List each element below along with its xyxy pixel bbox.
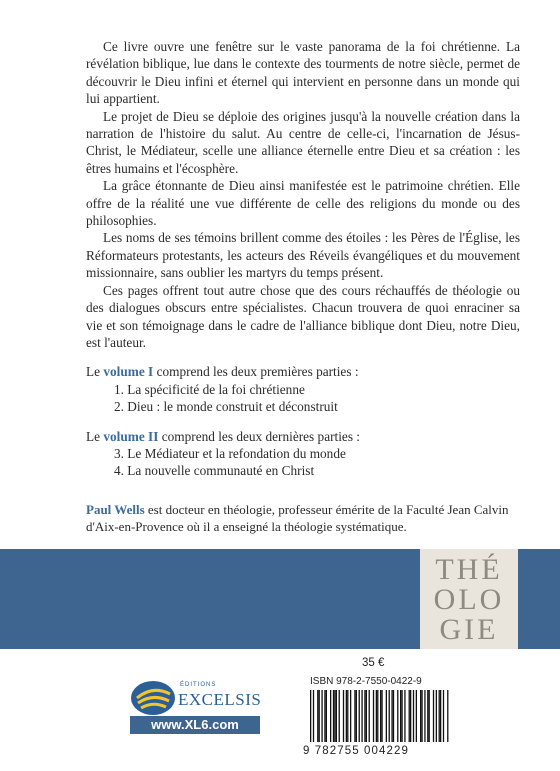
- author-name: Paul Wells: [86, 502, 145, 517]
- author-bio: [86, 501, 516, 535]
- volume-one-name: volume I: [103, 364, 154, 380]
- description-paragraph: Ces pages offrent tout autre chose que des cours réchauffés de théologie ou des dialogues obscurs entre spécialistes. Chacun trouvera de quoi enraciner sa vie et son témoignage dans le cadre de l'alliance biblique dont Dieu, notre Dieu, est l'auteur.: [86, 282, 520, 350]
- series-logo-line: OLO: [433, 583, 505, 616]
- series-logo: [420, 549, 518, 649]
- barcode-number: 9 782755 004229: [303, 745, 410, 757]
- series-logo-line: GIE: [439, 613, 499, 646]
- description-paragraph: Ce livre ouvre une fenêtre sur le vaste panorama de la foi chrétienne. La révélation biblique, lue dans le contexte des tourments de notre siècle, permet de découvrir le Dieu infini et éternel qui intervient en personne dans un monde qui lui appartient.: [86, 39, 520, 107]
- publisher-website: www.XL6.com: [130, 716, 260, 734]
- price: 35 €: [362, 657, 385, 669]
- list-item: 3. Le Médiateur et la refondation du monde: [114, 445, 346, 461]
- volume-one-section: [86, 363, 520, 415]
- list-item: 4. La nouvelle communauté en Christ: [114, 463, 315, 479]
- series-logo-line: THÉ: [435, 553, 503, 586]
- volume-two-heading: Le volume II comprend les deux dernières parties :: [86, 428, 361, 444]
- volume-one-heading: Le volume I comprend les deux premières parties :: [86, 364, 359, 380]
- publisher-emblem-icon: [130, 679, 176, 717]
- description-paragraph: Les noms de ses témoins brillent comme des étoiles : les Pères de l'Église, les Réformateurs protestants, les acteurs des Réveils évangéliques et du mouvement missionnaire, sans oublier les martyrs du temps présent.: [86, 230, 520, 281]
- list-item: 1. La spécificité de la foi chrétienne: [114, 381, 305, 397]
- back-cover-description: [86, 38, 520, 480]
- volume-two-parts: [86, 445, 520, 480]
- publisher-logo: [130, 679, 270, 719]
- publisher-name: EXCELSIS: [178, 690, 262, 709]
- volume-two-section: [86, 428, 520, 480]
- volume-one-parts: [86, 381, 520, 416]
- description-paragraph: La grâce étonnante de Dieu ainsi manifestée est le patrimoine chrétien. Elle offre de la réalité une vue différente de celle des religions du monde ou des philosophies.: [86, 178, 520, 229]
- isbn: ISBN 978-2-7550-0422-9: [310, 676, 422, 687]
- description-paragraph: Le projet de Dieu se déploie des origines jusqu'à la nouvelle création dans la narration de l'histoire du salut. Au centre de celle-ci, l'incarnation de Jésus-Christ, le Médiateur, scelle une alliance éternelle entre Dieu et sa création : les êtres humains et l'écosphère.: [86, 108, 520, 176]
- volume-two-name: volume II: [103, 428, 159, 444]
- author-description: est docteur en théologie, professeur émérite de la Faculté Jean Calvin d'Aix-en-Provence où il a enseigné la théologie systématique.: [86, 502, 509, 534]
- publisher-editions-label: ÉDITIONS: [180, 682, 217, 688]
- barcode-icon: [310, 690, 450, 742]
- list-item: 2. Dieu : le monde construit et déconstruit: [114, 399, 338, 415]
